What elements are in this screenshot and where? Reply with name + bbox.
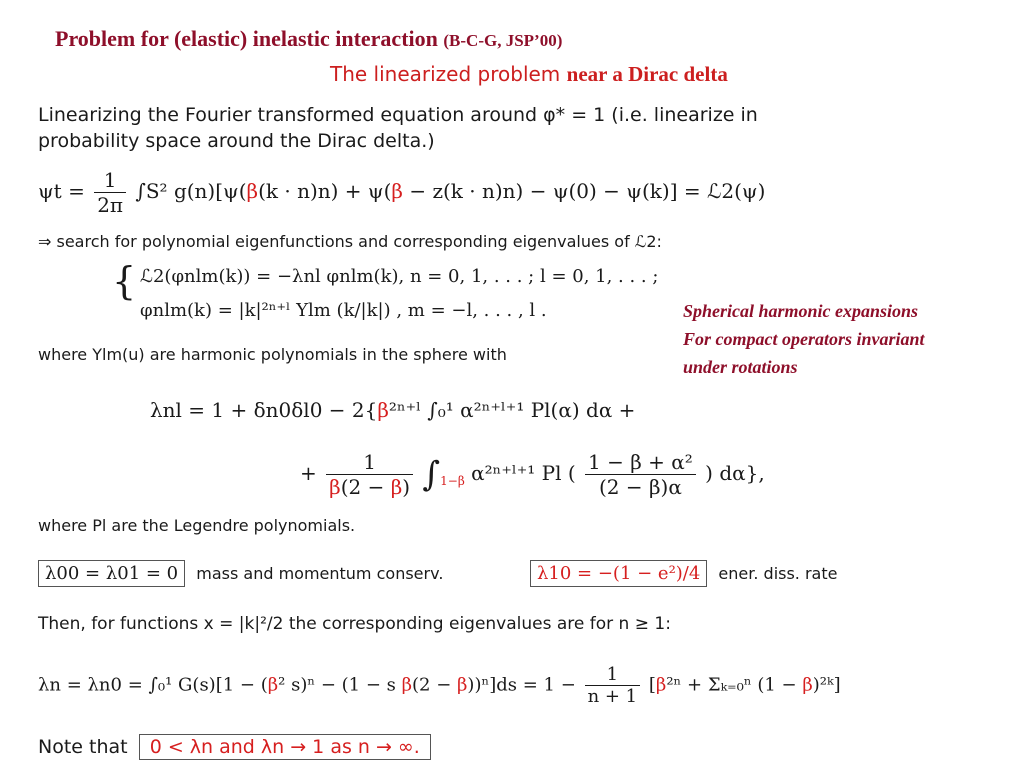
title-text: Problem for (elastic) inelastic interaction bbox=[55, 26, 438, 51]
where-p-line: where Pl are the Legendre polynomials. bbox=[38, 516, 356, 535]
side-note-line-2: For compact operators invariant bbox=[683, 329, 925, 349]
beta-symbol: β bbox=[802, 674, 813, 696]
lambda-n-a: λn = λn0 = ∫₀¹ G(s)[1 − ( bbox=[38, 674, 268, 696]
lambda-n-l: )²ᵏ] bbox=[812, 674, 841, 696]
lambda-n-equation bbox=[38, 664, 841, 707]
psi-t-equation bbox=[38, 168, 765, 217]
fraction-numerator: 1 bbox=[326, 450, 413, 475]
side-note-line-1: Spherical harmonic expansions bbox=[683, 301, 919, 321]
beta-symbol: β bbox=[457, 674, 468, 696]
lambda-nl-1a: λnl = 1 + δn0δl0 − 2{ bbox=[150, 398, 378, 422]
beta-symbol: β bbox=[267, 674, 279, 696]
note-prefix: Note that bbox=[38, 736, 128, 758]
subtitle-sans: The linearized problem bbox=[330, 62, 561, 86]
fraction-denominator bbox=[326, 475, 413, 499]
lambda-n-h: [ bbox=[648, 674, 656, 696]
lambda-n-g: ))ⁿ]ds = 1 − bbox=[467, 674, 576, 696]
coef-numerator: 1 bbox=[94, 168, 126, 193]
plus-sign: + bbox=[300, 461, 317, 485]
fraction-denominator: n + 1 bbox=[587, 686, 638, 707]
system-line-2: φnlm(k) = |k|²ⁿ⁺ˡ Ylm (k/|k|) , m = −l, . . . , l . bbox=[140, 300, 547, 321]
lambda-nl-1c: ²ⁿ⁺ˡ ∫₀¹ α²ⁿ⁺ˡ⁺¹ Pl(α) dα + bbox=[388, 398, 636, 422]
lambda-n-fraction bbox=[585, 664, 641, 707]
lambda-nl-2-body: α²ⁿ⁺ˡ⁺¹ Pl ( bbox=[471, 461, 576, 485]
fraction-denominator: (2 − β)α bbox=[598, 475, 682, 499]
sphere-integral: ∫S² bbox=[135, 179, 168, 203]
fraction-numerator: 1 bbox=[585, 664, 641, 686]
system-brace: { bbox=[112, 259, 137, 303]
intro-line-1: Linearizing the Fourier transformed equation around φ* = 1 (i.e. linearize in bbox=[38, 104, 758, 126]
coef-denominator: 2π bbox=[97, 193, 124, 217]
energy-label: ener. diss. rate bbox=[718, 564, 838, 583]
den-part: (2 − bbox=[340, 475, 391, 499]
psi-t-body-a: g(n)[ψ( bbox=[173, 179, 247, 203]
lambda-ten-box: λ10 = −(1 − e²)/4 bbox=[530, 560, 707, 587]
psi-t-body-c: − z(k · n)n) − ψ(0) − ψ(k)] = ℒ2(ψ) bbox=[402, 179, 766, 203]
lambda-nl-fraction bbox=[326, 450, 413, 499]
where-y-line: where Ylm(u) are harmonic polynomials in the sphere with bbox=[38, 345, 507, 364]
search-line: ⇒ search for polynomial eigenfunctions and corresponding eigenvalues of ℒ2: bbox=[38, 232, 662, 251]
fraction-numerator: 1 − β + α² bbox=[585, 450, 696, 475]
lambda-n-j: ²ⁿ + Σₖ₌₀ⁿ (1 − bbox=[666, 674, 803, 696]
mass-momentum-label: mass and momentum conserv. bbox=[196, 564, 444, 583]
slide-title bbox=[55, 26, 562, 52]
integral-sign: ∫ bbox=[422, 454, 441, 495]
subtitle-serif: near a Dirac delta bbox=[566, 62, 728, 86]
beta-symbol: β bbox=[391, 179, 403, 203]
conservation-row bbox=[38, 560, 443, 587]
lambda-nl-2-tail: ) dα}, bbox=[705, 461, 765, 485]
lambda-nl-line-2 bbox=[300, 450, 765, 499]
integral-lower-limit: 1−β bbox=[440, 474, 465, 488]
note-box: 0 < λn and λn → 1 as n → ∞. bbox=[139, 734, 431, 760]
psi-t-body-b: (k · n)n) + ψ( bbox=[258, 179, 392, 203]
lambda-n-c: ² s)ⁿ − (1 − s bbox=[278, 674, 402, 696]
beta-symbol: β bbox=[401, 674, 413, 696]
lambda-n-e: (2 − bbox=[412, 674, 458, 696]
side-note-line-3: under rotations bbox=[683, 357, 798, 377]
lambda-zero-box: λ00 = λ01 = 0 bbox=[38, 560, 185, 587]
note-row bbox=[38, 734, 431, 760]
energy-row bbox=[530, 560, 837, 587]
intro-line-2: probability space around the Dirac delta.) bbox=[38, 130, 435, 152]
system-line-1: ℒ2(φnlm(k)) = −λnl φnlm(k), n = 0, 1, . . . ; l = 0, 1, . . . ; bbox=[140, 266, 659, 287]
den-part: ) bbox=[402, 475, 411, 499]
lambda-nl-line-1 bbox=[150, 398, 635, 422]
then-line: Then, for functions x = |k|²/2 the corresponding eigenvalues are for n ≥ 1: bbox=[38, 614, 671, 634]
psi-t-coefficient bbox=[94, 168, 126, 217]
title-source: (B-C-G, JSP’00) bbox=[443, 31, 563, 50]
beta-symbol: β bbox=[390, 475, 403, 499]
beta-symbol: β bbox=[655, 674, 667, 696]
psi-t-lhs: ψt = bbox=[38, 179, 85, 203]
slide-subtitle bbox=[330, 62, 728, 87]
beta-symbol: β bbox=[377, 398, 389, 422]
legendre-argument-fraction bbox=[585, 450, 696, 499]
beta-symbol: β bbox=[329, 475, 341, 499]
beta-symbol: β bbox=[246, 179, 259, 203]
